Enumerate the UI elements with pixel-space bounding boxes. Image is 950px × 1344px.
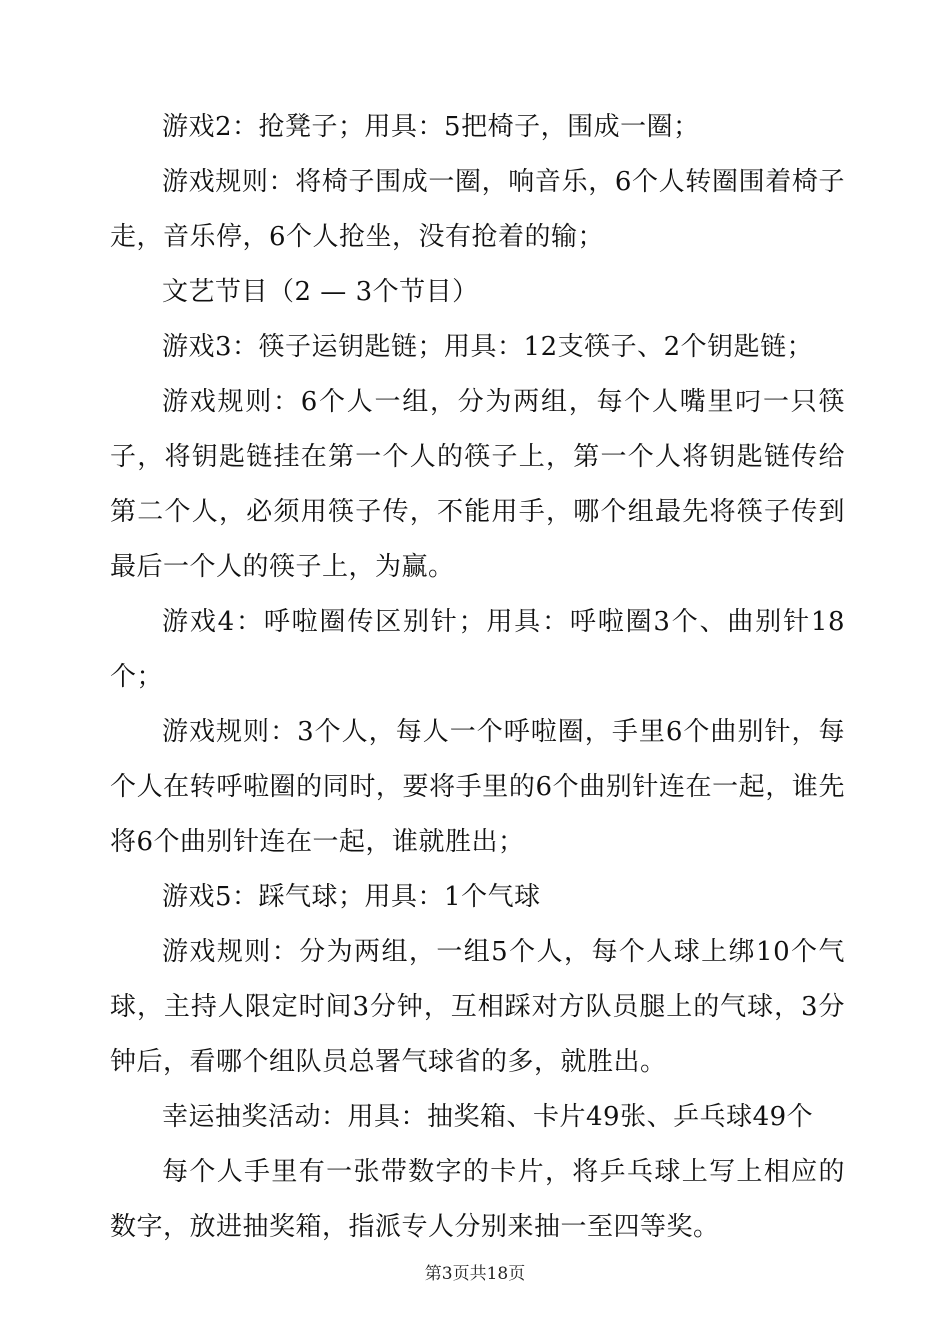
document-body bbox=[110, 100, 845, 1255]
paragraph-game-3-title: 游戏3：筷子运钥匙链；用具：12支筷子、2个钥匙链； bbox=[162, 332, 814, 362]
paragraph-game-5-title: 游戏5：踩气球；用具：1个气球 bbox=[162, 882, 541, 912]
paragraph-game-4-rules: 游戏规则：3个人，每人一个呼啦圈，手里6个曲别针，每个人在转呼啦圈的同时，要将手里的6个曲别针连在一起，谁先将6个曲别针连在一起，谁就胜出； bbox=[110, 717, 845, 857]
paragraph-lottery-title: 幸运抽奖活动：用具：抽奖箱、卡片49张、乒乓球49个 bbox=[162, 1102, 814, 1132]
page-number-label: 第3页共18页 bbox=[424, 1264, 526, 1284]
paragraph-game-3-rules: 游戏规则：6个人一组，分为两组，每个人嘴里叼一只筷子，将钥匙链挂在第一个人的筷子上，第一个人将钥匙链传给第二个人，必须用筷子传，不能用手，哪个组最先将筷子传到最后一个人的筷子上，为赢。 bbox=[110, 387, 845, 582]
paragraph-game-4-title: 游戏4：呼啦圈传区别针；用具：呼啦圈3个、曲别针18个； bbox=[110, 607, 845, 692]
paragraph-game-2-title: 游戏2：抢凳子；用具：5把椅子，围成一圈； bbox=[162, 112, 700, 142]
paragraph-game-5-rules: 游戏规则：分为两组，一组5个人，每个人球上绑10个气球，主持人限定时间3分钟，互相踩对方队员腿上的气球，3分钟后，看哪个组队员总署气球省的多，就胜出。 bbox=[110, 937, 845, 1077]
paragraph-game-2-rules: 游戏规则：将椅子围成一圈，响音乐，6个人转圈围着椅子走，音乐停，6个人抢坐，没有抢着的输； bbox=[110, 167, 845, 252]
page-footer bbox=[0, 1262, 950, 1286]
paragraph-performance: 文艺节目（2 — 3个节目） bbox=[162, 277, 479, 307]
paragraph-lottery-rules: 每个人手里有一张带数字的卡片，将乒乓球上写上相应的数字，放进抽奖箱，指派专人分别来抽一至四等奖。 bbox=[110, 1157, 845, 1242]
